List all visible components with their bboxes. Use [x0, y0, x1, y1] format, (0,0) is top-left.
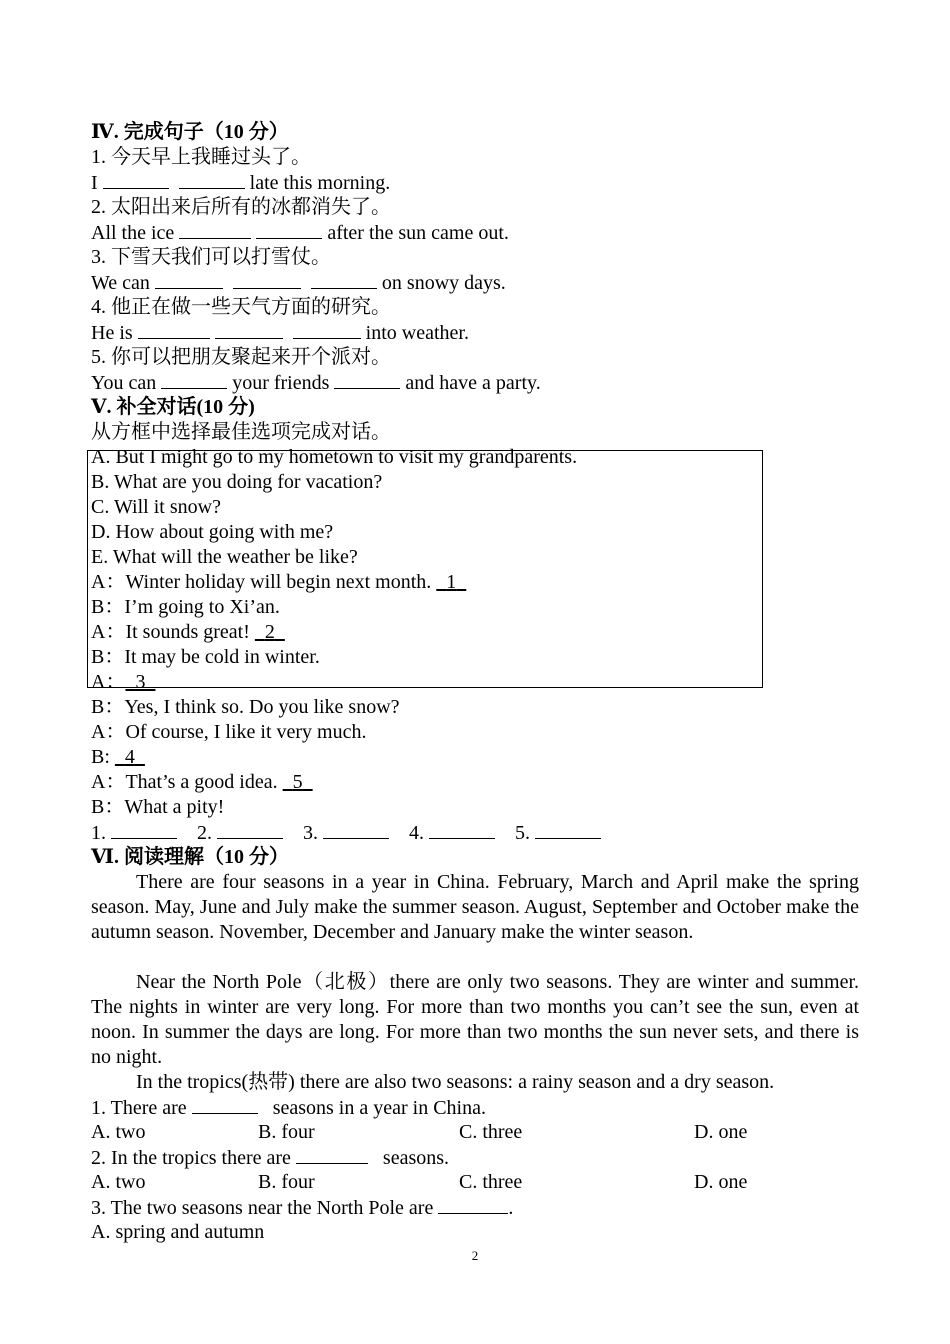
question-3: 3. The two seasons near the North Pole are . [91, 1197, 514, 1219]
question-1: 1. There are seasons in a year in China. [91, 1097, 486, 1119]
answer-blanks: 1. 2. 3. 4. 5. [91, 820, 601, 846]
dialogue-line-4: B：It may be cold in winter. [91, 646, 320, 668]
dialogue-line-7: A：Of course, I like it very much. [91, 721, 367, 743]
en-sentence-1: I late this morning. [91, 172, 391, 194]
cn-sentence-1: 1. 今天早上我睡过头了。 [91, 146, 311, 168]
q1-option-c: C. three [459, 1121, 523, 1143]
dialogue-line-1: A：Winter holiday will begin next month. 1 [91, 571, 457, 593]
option-d: D. How about going with me? [91, 521, 334, 543]
dialogue-line-10: B：What a pity! [91, 796, 225, 818]
reading-paragraph-2: Near the North Pole（北极）there are only two seasons. They are winter and summer. The nights in winter are very long. For more than two months you can’t see the sun, even at noon. In summer the days are long. For more than two months the sun never sets, and there is no night. [91, 971, 859, 1068]
dialogue-line-3: A：It sounds great! 2 [91, 621, 275, 643]
cn-sentence-2: 2. 太阳出来后所有的冰都消失了。 [91, 196, 391, 218]
q3-option-a: A. spring and autumn [91, 1221, 265, 1243]
q2-option-c: C. three [459, 1171, 523, 1193]
section-5-instruction: 从方框中选择最佳选项完成对话。 [91, 421, 391, 443]
option-a: A. But I might go to my hometown to visit my grandparents. [91, 446, 578, 468]
reading-paragraph-1: There are four seasons in a year in China. February, March and April make the spring season. May, June and July make the summer season. August, September and October make the autumn season. November, December and January make the winter season. [91, 871, 859, 943]
q1-option-b: B. four [258, 1121, 315, 1143]
page-number: 2 [471, 1248, 479, 1263]
option-e: E. What will the weather be like? [91, 546, 358, 568]
question-2: 2. In the tropics there are seasons. [91, 1147, 450, 1169]
option-c: C. Will it snow? [91, 496, 221, 518]
q2-option-a: A. two [91, 1171, 146, 1193]
q2-option-d: D. one [694, 1171, 748, 1193]
section-6-heading: Ⅵ. 阅读理解（10 分） [91, 846, 289, 868]
dialogue-line-9: A：That’s a good idea. 5 [91, 771, 303, 793]
q1-option-d: D. one [694, 1121, 748, 1143]
en-sentence-3: We can on snowy days. [91, 272, 506, 294]
cn-sentence-5: 5. 你可以把朋友聚起来开个派对。 [91, 346, 391, 368]
section-5-heading: Ⅴ. 补全对话(10 分) [91, 396, 255, 418]
en-sentence-4: He is into weather. [91, 322, 469, 344]
en-sentence-2: All the ice after the sun came out. [91, 222, 509, 244]
en-sentence-5: You can your friends and have a party. [91, 372, 541, 394]
dialogue-line-2: B：I’m going to Xi’an. [91, 596, 280, 618]
dialogue-line-6: B：Yes, I think so. Do you like snow? [91, 696, 400, 718]
q2-option-b: B. four [258, 1171, 315, 1193]
option-b: B. What are you doing for vacation? [91, 471, 383, 493]
q1-option-a: A. two [91, 1121, 146, 1143]
cn-sentence-3: 3. 下雪天我们可以打雪仗。 [91, 246, 331, 268]
dialogue-line-5: A： 3 [91, 671, 146, 693]
cn-sentence-4: 4. 他正在做一些天气方面的研究。 [91, 296, 391, 318]
dialogue-line-8: B: 4 [91, 746, 135, 768]
reading-paragraph-3: In the tropics(热带) there are also two seasons: a rainy season and a dry season. [136, 1071, 775, 1093]
section-4-heading: Ⅳ. 完成句子（10 分） [91, 121, 289, 143]
